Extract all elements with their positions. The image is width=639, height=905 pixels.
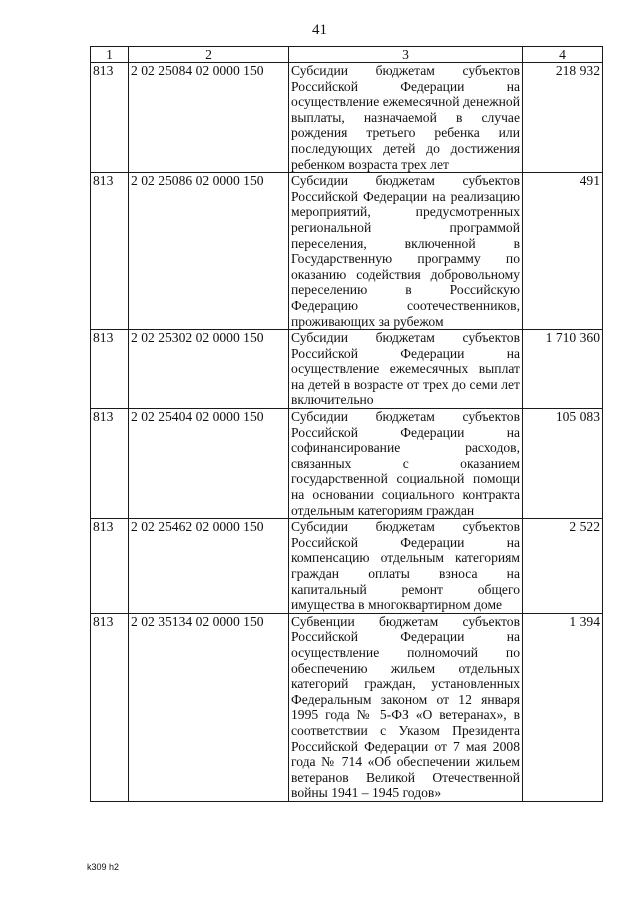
- table-row: [91, 409, 603, 519]
- admin-code-cell: 813: [91, 409, 129, 519]
- budget-revenue-table: [90, 46, 603, 802]
- column-header-2: 2: [129, 47, 289, 63]
- column-header-4: 4: [523, 47, 603, 63]
- column-header-3: 3: [289, 47, 523, 63]
- revenue-name-cell: Субсидии бюджетам субъектов Российской Федерации на компенсацию отдельным категориям граждан оплаты взноса на капитальный ремонт общего имущества в многоквартирном доме: [289, 519, 523, 614]
- table-row: [91, 63, 603, 173]
- revenue-name-cell: Субсидии бюджетам субъектов Российской Федерации на осуществление ежемесячной денежной выплаты, назначаемой в случае рождения третьего ребенка или последующих детей до достижения ребенком возраста трех лет: [289, 63, 523, 173]
- budget-code-cell: 2 02 25086 02 0000 150: [129, 173, 289, 330]
- budget-code-cell: 2 02 25404 02 0000 150: [129, 409, 289, 519]
- page-number: 41: [312, 22, 327, 38]
- budget-code-cell: 2 02 25084 02 0000 150: [129, 63, 289, 173]
- admin-code-cell: 813: [91, 63, 129, 173]
- admin-code-cell: 813: [91, 613, 129, 801]
- document-footer-mark: k309 h2: [87, 862, 120, 872]
- table-row: [91, 613, 603, 801]
- amount-cell: 218 932: [523, 63, 603, 173]
- revenue-name-cell: Субвенции бюджетам субъектов Российской Федерации на осуществление полномочий по обеспечению жильем отдельных категорий граждан, установленных Федеральным законом от 12 января 1995 года № 5-ФЗ «О ветеранах», в соответствии с Указом Президента Российской Федерации от 7 мая 2008 года № 714 «Об обеспечении жильем ветеранов Великой Отечественной войны 1941 – 1945 годов»: [289, 613, 523, 801]
- revenue-name-cell: Субсидии бюджетам субъектов Российской Федерации на софинансирование расходов, связанных с оказанием государственной социальной помощи на основании социального контракта отдельным категориям граждан: [289, 409, 523, 519]
- table-row: [91, 330, 603, 409]
- revenue-name-cell: Субсидии бюджетам субъектов Российской Федерации на реализацию мероприятий, предусмотренных региональной программой переселения, включенной в Государственную программу по оказанию содействия добровольному переселению в Российскую Федерацию соотечественников, проживающих за рубежом: [289, 173, 523, 330]
- table-header-row: [91, 47, 603, 63]
- table-row: [91, 173, 603, 330]
- budget-code-cell: 2 02 25302 02 0000 150: [129, 330, 289, 409]
- amount-cell: 2 522: [523, 519, 603, 614]
- table-row: [91, 519, 603, 614]
- budget-code-cell: 2 02 25462 02 0000 150: [129, 519, 289, 614]
- admin-code-cell: 813: [91, 519, 129, 614]
- amount-cell: 1 710 360: [523, 330, 603, 409]
- admin-code-cell: 813: [91, 330, 129, 409]
- budget-code-cell: 2 02 35134 02 0000 150: [129, 613, 289, 801]
- amount-cell: 491: [523, 173, 603, 330]
- admin-code-cell: 813: [91, 173, 129, 330]
- amount-cell: 105 083: [523, 409, 603, 519]
- amount-cell: 1 394: [523, 613, 603, 801]
- revenue-name-cell: Субсидии бюджетам субъектов Российской Федерации на осуществление ежемесячных выплат на детей в возрасте от трех до семи лет включительно: [289, 330, 523, 409]
- column-header-1: 1: [91, 47, 129, 63]
